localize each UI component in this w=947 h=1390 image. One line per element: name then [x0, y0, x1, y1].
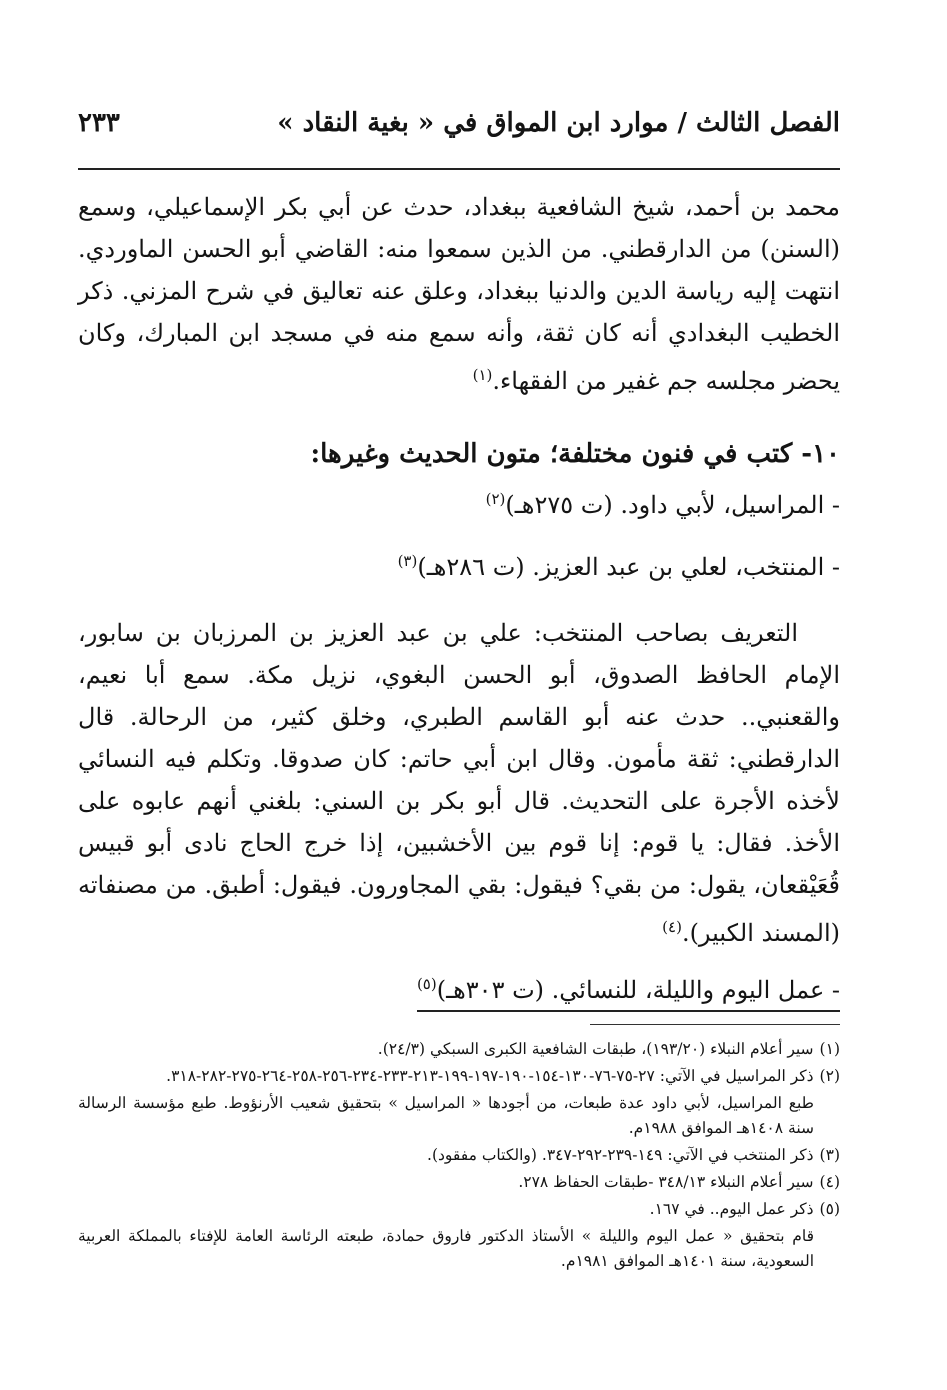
list-item-text: - المنتخب، لعلي بن عبد العزيز. (ت ٢٨٦هـ) — [417, 553, 840, 581]
footnote-text: سير أعلام النبلاء ٣٤٨/١٣ -طبقات الحفاظ ٢٧٨. — [518, 1173, 814, 1191]
footnote — [78, 1064, 840, 1089]
list-item-amal-alyawm — [417, 964, 840, 1012]
running-header — [78, 108, 840, 152]
footnote-text: سير أعلام النبلاء (١٩٣/٢٠)، طبقات الشافعية الكبرى السبكي (٢٤/٣). — [377, 1040, 814, 1058]
book-page — [78, 108, 840, 1274]
list-item-text: - المراسيل، لأبي داود. (ت ٢٧٥هـ) — [505, 491, 840, 519]
paragraph-text: محمد بن أحمد، شيخ الشافعية ببغداد، حدث عن أبي بكر الإسماعيلي، وسمع (السنن) من الدارقطني. من الذين سمعوا منه: القاضي أبو الحسن الماوردي. انتهت إليه رياسة الدين والدنيا ببغداد، وعلق عنه تعاليق في شرح المزني. ذكر الخطيب البغدادي أنه كان ثقة، وأنه سمع منه في مسجد ابن المبارك، وكان يحضر مجلسه جم غفير من الفقهاء. — [78, 193, 841, 395]
footnote-ref-1: (١) — [472, 366, 493, 384]
footnote-number: (١) — [819, 1040, 840, 1058]
footnote — [78, 1037, 840, 1062]
list-item-marasil — [78, 478, 840, 526]
page-number: ٢٣٣ — [78, 108, 120, 138]
footnote — [78, 1091, 840, 1141]
list-item-muntakhab — [78, 540, 840, 588]
footnote-number: (٤) — [819, 1173, 840, 1191]
footnote-ref-4: (٤) — [662, 918, 682, 936]
footnote-number: (٥) — [819, 1200, 840, 1218]
footnote — [78, 1143, 840, 1168]
footnote-text: ذكر المراسيل في الآتي: ٢٧-٧٥-٧٦-١٣٠-١٥٤-١٩٠-١٩٧-١٩٩-٢١٣-٢٣٣-٢٣٤-٢٥٦-٢٥٨-٢٦٤-٢٧٥-٢٨٢-٣١٨. — [166, 1067, 814, 1085]
footnote-number: (٣) — [819, 1146, 840, 1164]
footnote-text: طبع المراسيل، لأبي داود عدة طبعات، من أجودها « المراسيل » بتحقيق شعيب الأرنؤوط. طبع مؤسسة الرسالة سنة ١٤٠٨هـ الموافق ١٩٨٨م. — [78, 1094, 814, 1137]
paragraph-biography — [78, 186, 840, 402]
header-rule — [78, 168, 840, 170]
footnote-ref-5: (٥) — [416, 975, 437, 993]
footnote-ref-2: (٢) — [485, 490, 506, 508]
paragraph-text: التعريف بصاحب المنتخب: علي بن عبد العزيز بن المرزبان بن سابور، الإمام الحافظ الصدوق، أبو الحسن البغوي، نزيل مكة. سمع أبا نعيم، والقعنبي.. حدث عنه أبو القاسم الطبري، وخلق كثير، من الرحالة. قال الدارقطني: ثقة مأمون. وقال ابن أبي حاتم: كان صدوقا. وتكلم فيه النسائي لأخذه الأجرة على التحديث. قال أبو بكر بن السني: بلغني أنهم عابوه على الأخذ. فقال: يا قوم: إنا قوم بين الأخشبين، إذا خرج الحاج نادى أبو قبيس قُعَيْقعان، يقول: من بقي؟ فيقول: بقي المجاورون. فيقول: أطبق. من مصنفاته (المسند الكبير). — [78, 619, 840, 947]
footnote — [78, 1170, 840, 1195]
footnote-text: ذكر عمل اليوم.. في ١٦٧. — [649, 1200, 814, 1218]
section-heading: ١٠- كتب في فنون مختلفة؛ متون الحديث وغيرها: — [310, 439, 840, 469]
list-item-text: - عمل اليوم والليلة، للنسائي. (ت ٣٠٣هـ) — [436, 976, 840, 1004]
footnotes — [78, 1037, 840, 1274]
footnote-text: قام بتحقيق « عمل اليوم والليلة » الأستاذ الدكتور فاروق حمادة، طبعته الرئاسة العامة للإفتاء بالمملكة العربية السعودية، سنة ١٤٠١هـ الموافق ١٩٨١م. — [78, 1227, 814, 1270]
chapter-title: الفصل الثالث / موارد ابن المواق في « بغية النقاد » — [277, 108, 840, 138]
footnote-text: ذكر المنتخب في الآتي: ١٤٩-٢٣٩-٢٩٢-٣٤٧. (والكتاب مفقود). — [427, 1146, 814, 1164]
footnote — [78, 1224, 840, 1274]
footnote-ref-3: (٣) — [397, 552, 418, 570]
paragraph-author-bio — [78, 612, 840, 954]
footnote-rule — [590, 1024, 840, 1025]
footnote-number: (٢) — [819, 1067, 840, 1085]
footnote — [78, 1197, 840, 1222]
